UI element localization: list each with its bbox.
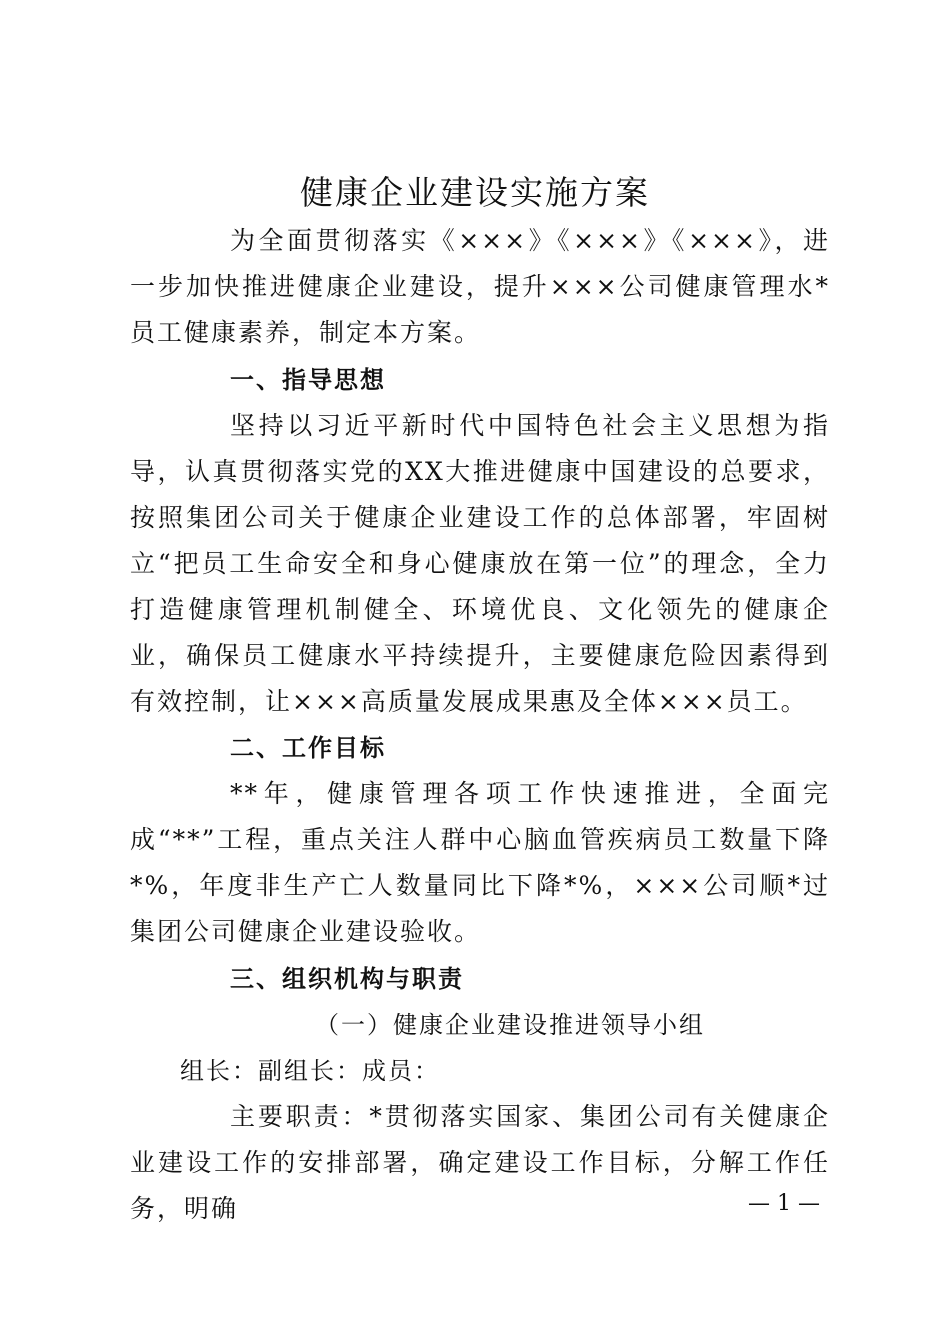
section-heading-work-goals: 二、工作目标 (230, 734, 386, 762)
section-heading-organization: 三、组织机构与职责 (230, 965, 464, 993)
page-number: — 1 — (748, 1191, 820, 1216)
intro-paragraph: 为全面贯彻落实《×××》《×××》《×××》，进一步加快推进健康企业建设，提升×××公司健康管理水*员工健康素养，制定本方案。 (130, 226, 830, 347)
section-heading-guiding-ideology: 一、指导思想 (230, 366, 386, 394)
guiding-ideology-paragraph: 坚持以习近平新时代中国特色社会主义思想为指导，认真贯彻落实党的XX大推进健康中国建设的总要求，按照集团公司关于健康企业建设工作的总体部署，牢固树立“把员工生命安全和身心健康放在第一位”的理念，全力打造健康管理机制健全、环境优良、文化领先的健康企业，确保员工健康水平持续提升，主要健康危险因素得到有效控制，让×××高质量发展成果惠及全体×××员工。 (130, 411, 830, 716)
document-title: 健康企业建设实施方案 (300, 173, 650, 212)
subsection-heading-leading-group: （一）健康企业建设推进领导小组 (315, 1011, 705, 1039)
group-members-line: 组长：副组长：成员： (180, 1057, 440, 1085)
work-goals-paragraph: **年，健康管理各项工作快速推进，全面完成“**”工程，重点关注人群中心脑血管疾病员工数量下降*%，年度非生产亡人数量同比下降*%，×××公司顺*过集团公司健康企业建设验收。 (130, 779, 830, 946)
main-duties-paragraph: 主要职责：*贯彻落实国家、集团公司有关健康企业建设工作的安排部署，确定建设工作目标，分解工作任务，明确 (130, 1102, 830, 1223)
